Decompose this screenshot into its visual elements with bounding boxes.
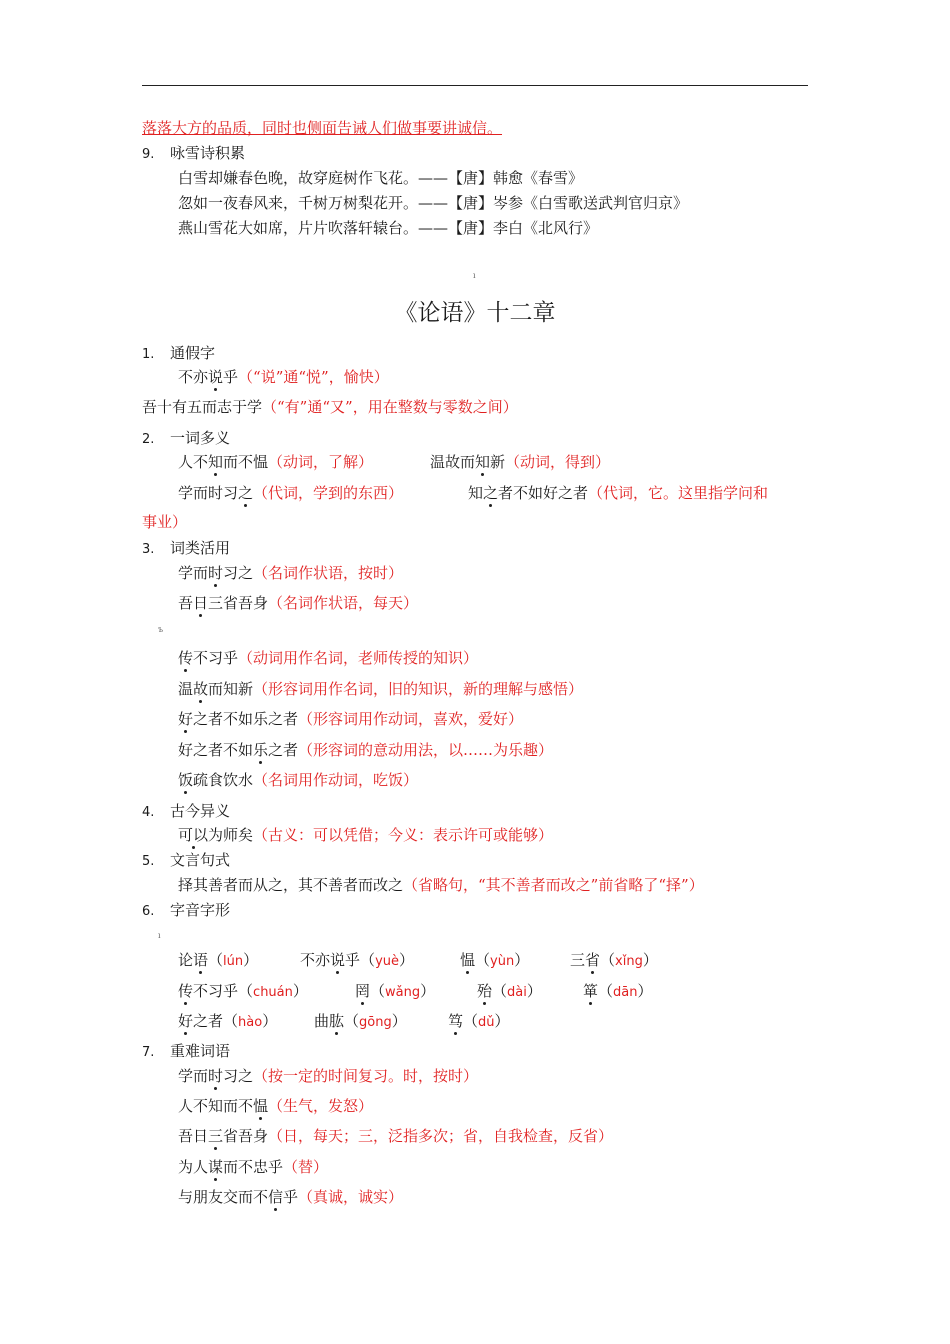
scan-mark: ъ bbox=[158, 625, 164, 634]
poem-line: 忽如一夜春风来，千树万树梨花开。——【唐】岑参《白雪歌送武判官归京》 bbox=[178, 194, 689, 212]
section-4-heading: 4. 古今异义 bbox=[142, 802, 231, 820]
scan-mark: ı bbox=[158, 931, 161, 940]
poem-line: 燕山雪花大如席，片片吹落轩辕台。——【唐】李白《北风行》 bbox=[178, 219, 599, 237]
pinyin-entry: 笃（dǔ） bbox=[448, 1012, 510, 1030]
item-line: 好之者不如乐之者（形容词用作动词，喜欢，爱好） bbox=[178, 710, 524, 728]
continued-text: 落落大方的品质，同时也侧面告诫人们做事要讲诚信。 bbox=[142, 119, 503, 137]
item-line-wrap: 事业） bbox=[142, 513, 188, 531]
item-line: 吾日三省吾身（日，每天；三，泛指多次；省，自我检查，反省） bbox=[178, 1127, 614, 1145]
scan-mark: ı bbox=[473, 271, 476, 280]
item-line: 温故而知新（动词，得到） bbox=[430, 453, 611, 471]
pinyin-entry: 不亦说乎（yuè） bbox=[300, 951, 415, 969]
item-line: 为人谋而不忠乎（替） bbox=[178, 1158, 329, 1176]
item-line: 吾十有五而志于学（“有”通“又”，用在整数与零数之间） bbox=[142, 398, 518, 416]
section-1-heading: 1. 通假字 bbox=[142, 344, 216, 362]
item-line: 学而时习之（按一定的时间复习。时，按时） bbox=[178, 1067, 479, 1085]
item-line: 传不习乎（动词用作名词，老师传授的知识） bbox=[178, 649, 479, 667]
item-line: 人不知而不愠（生气，发怒） bbox=[178, 1097, 374, 1115]
chapter-title: 《论语》十二章 bbox=[394, 300, 556, 326]
item-line: 与朋友交而不信乎（真诚，诚实） bbox=[178, 1188, 404, 1206]
pinyin-entry: 箪（dān） bbox=[583, 982, 653, 1000]
item-line: 吾日三省吾身（名词作状语，每天） bbox=[178, 594, 419, 612]
pinyin-entry: 论语（lún） bbox=[178, 951, 259, 969]
pinyin-entry: 殆（dài） bbox=[477, 982, 542, 1000]
pinyin-entry: 愠（yùn） bbox=[460, 951, 530, 969]
poem-line: 白雪却嫌春色晚，故穿庭树作飞花。——【唐】韩愈《春雪》 bbox=[178, 169, 584, 187]
section-7-heading: 7. 重难词语 bbox=[142, 1042, 231, 1060]
pinyin-entry: 曲肱（gōng） bbox=[314, 1012, 407, 1030]
item-line: 学而时习之（代词，学到的东西） bbox=[178, 484, 404, 502]
item-line: 择其善者而从之，其不善者而改之（省略句，“其不善者而改之”前省略了“择”） bbox=[178, 876, 704, 894]
item-line: 温故而知新（形容词用作名词，旧的知识，新的理解与感悟） bbox=[178, 680, 584, 698]
section-5-heading: 5. 文言句式 bbox=[142, 851, 231, 869]
pinyin-entry: 三省（xǐng） bbox=[570, 951, 658, 969]
item-line: 可以为师矣（古义：可以凭借；今义：表示许可或能够） bbox=[178, 826, 554, 844]
section-6-heading: 6. 字音字形 bbox=[142, 901, 231, 919]
section-9-heading: 9. 咏雪诗积累 bbox=[142, 144, 246, 162]
item-line: 好之者不如乐之者（形容词的意动用法，以……为乐趣） bbox=[178, 741, 554, 759]
item-line: 人不知而不愠（动词，了解） bbox=[178, 453, 374, 471]
section-3-heading: 3. 词类活用 bbox=[142, 539, 231, 557]
item-line: 学而时习之（名词作状语，按时） bbox=[178, 564, 404, 582]
pinyin-entry: 传不习乎（chuán） bbox=[178, 982, 308, 1000]
pinyin-entry: 罔（wǎng） bbox=[355, 982, 436, 1000]
item-line: 饭疏食饮水（名词用作动词，吃饭） bbox=[178, 771, 419, 789]
item-line: 不亦说乎（“说”通“悦”，愉快） bbox=[178, 368, 389, 386]
pinyin-entry: 好之者（hào） bbox=[178, 1012, 278, 1030]
header-rule bbox=[142, 85, 808, 86]
item-line: 知之者不如好之者（代词，它。这里指学问和 bbox=[468, 484, 769, 502]
section-2-heading: 2. 一词多义 bbox=[142, 429, 231, 447]
